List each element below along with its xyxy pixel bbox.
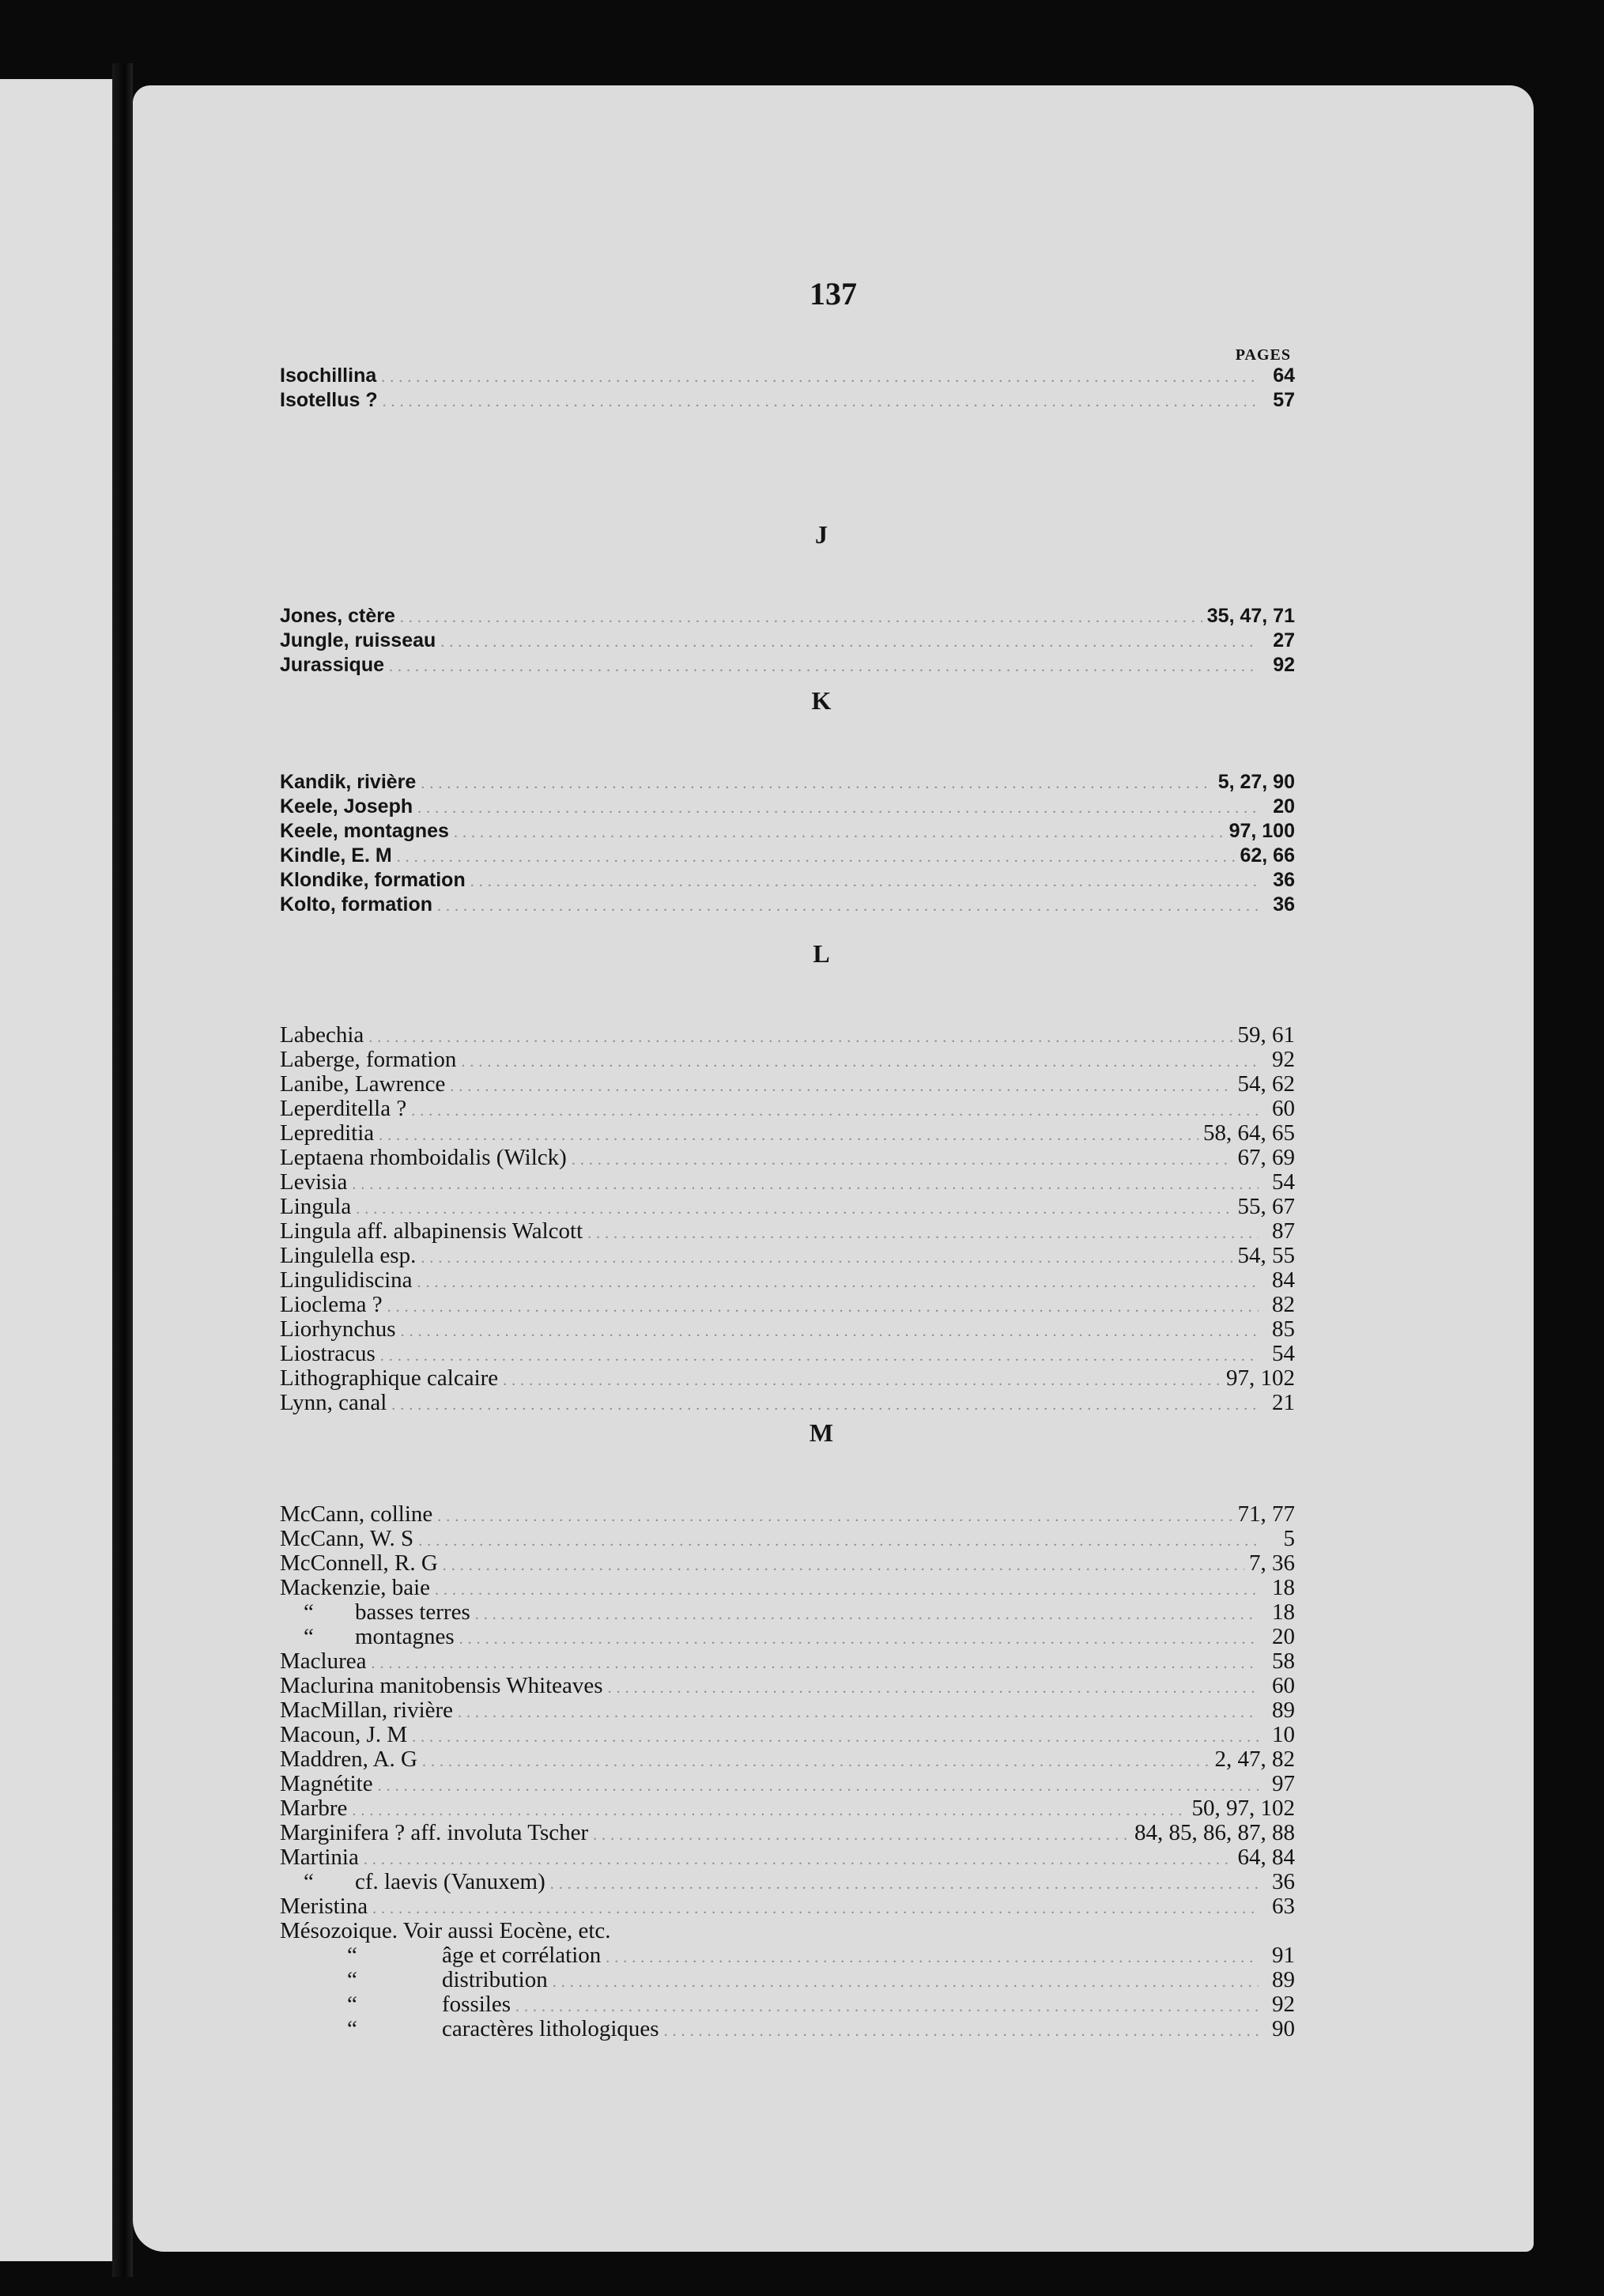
index-entry — [280, 1992, 1295, 2017]
pages-column-header: PAGES — [1235, 346, 1291, 364]
dot-leader — [411, 1099, 1259, 1123]
entry-pages: 54 — [1272, 1341, 1295, 1366]
section-letter: L — [813, 939, 830, 968]
entry-name: montagnes — [355, 1624, 455, 1649]
index-entry — [280, 1219, 1295, 1244]
entry-pages: 10 — [1272, 1722, 1295, 1747]
index-entry — [280, 629, 1295, 653]
index-entry — [280, 1391, 1295, 1415]
index-entry — [280, 1772, 1295, 1796]
book-spine — [112, 63, 133, 2277]
index-entry — [280, 893, 1295, 917]
dot-leader — [587, 1222, 1259, 1246]
entry-name: McCann, colline — [280, 1501, 433, 1527]
entry-name: Lingula — [280, 1194, 352, 1219]
entry-pages: 84, 85, 86, 87, 88 — [1134, 1820, 1295, 1845]
index-entry — [280, 1268, 1295, 1293]
index-entry — [280, 1146, 1295, 1170]
entry-pages: 36 — [1273, 869, 1295, 891]
ditto-mark: “ — [304, 1624, 314, 1649]
dot-leader — [368, 1025, 1232, 1050]
facing-page-edge — [0, 79, 112, 2261]
entry-pages: 60 — [1272, 1673, 1295, 1698]
dot-leader — [454, 821, 1225, 845]
index-entry — [280, 604, 1295, 629]
index-entry — [280, 868, 1295, 893]
entry-pages: 91 — [1272, 1943, 1295, 1968]
index-entry — [280, 1342, 1295, 1366]
entry-pages: 64, 84 — [1237, 1845, 1295, 1870]
index-entry — [280, 1527, 1295, 1551]
entry-name: Leperditella ? — [280, 1096, 407, 1121]
ditto-mark: “ — [347, 1992, 357, 2017]
entry-pages: 59, 61 — [1237, 1022, 1295, 1048]
ditto-mark: “ — [347, 1943, 357, 1968]
index-entry — [280, 1502, 1295, 1527]
entry-pages: 36 — [1273, 893, 1295, 916]
entry-name: Kindle, E. M — [280, 844, 392, 867]
entry-name: MacMillan, rivière — [280, 1697, 454, 1723]
entry-name: Magnétite — [280, 1771, 373, 1796]
entry-name: Jurassique — [280, 654, 385, 676]
dot-leader — [664, 2019, 1259, 2044]
index-entry — [280, 653, 1295, 678]
entry-pages: 89 — [1272, 1697, 1295, 1723]
section-letter: M — [809, 1418, 834, 1447]
entry-name: Lingulidiscina — [280, 1267, 413, 1293]
index-entry — [280, 1968, 1295, 1992]
entry-pages: 18 — [1272, 1575, 1295, 1600]
index-entry — [280, 844, 1295, 868]
dot-leader — [421, 1246, 1232, 1271]
index-section — [133, 685, 1534, 917]
dot-leader — [391, 1393, 1259, 1418]
entry-pages: 54 — [1272, 1169, 1295, 1195]
index-entry — [280, 1551, 1295, 1576]
dot-leader — [418, 1529, 1259, 1554]
entry-pages: 21 — [1272, 1390, 1295, 1415]
index-entry — [280, 1747, 1295, 1772]
index-entry — [280, 1195, 1295, 1219]
entry-name: Klondike, formation — [280, 869, 466, 891]
dot-leader — [383, 390, 1259, 414]
index-entry — [280, 819, 1295, 844]
index-entry — [280, 2017, 1295, 2041]
entry-name: Lepreditia — [280, 1120, 375, 1146]
dot-leader — [437, 894, 1259, 919]
entry-name: Jungle, ruisseau — [280, 629, 436, 651]
entry-name: Maddren, A. G — [280, 1747, 417, 1772]
entry-name: Keele, Joseph — [280, 795, 413, 818]
dot-leader — [440, 630, 1259, 655]
entry-pages: 60 — [1272, 1096, 1295, 1121]
entry-name: caractères lithologiques — [442, 2016, 659, 2041]
entry-pages: 82 — [1272, 1292, 1295, 1317]
entry-pages: 92 — [1273, 654, 1295, 676]
index-entry — [280, 1649, 1295, 1674]
entry-pages: 7, 36 — [1249, 1550, 1295, 1576]
entry-pages: 63 — [1272, 1894, 1295, 1919]
section-letter: K — [811, 686, 832, 715]
entry-pages: 92 — [1272, 1992, 1295, 2017]
index-entry — [280, 1244, 1295, 1268]
entry-pages: 71, 77 — [1237, 1501, 1295, 1527]
entry-name: Kolto, formation — [280, 893, 433, 916]
entry-pages: 2, 47, 82 — [1214, 1747, 1295, 1772]
index-entry — [280, 1796, 1295, 1821]
index-section — [133, 938, 1534, 1415]
ditto-mark: “ — [347, 2016, 357, 2041]
entry-pages: 20 — [1272, 1624, 1295, 1649]
entry-name: Mésozoique. Voir aussi Eocène, etc. — [280, 1918, 611, 1943]
dot-leader — [593, 1823, 1130, 1848]
index-entry — [280, 1048, 1295, 1072]
index-entry — [280, 1170, 1295, 1195]
dot-leader — [389, 655, 1259, 679]
dot-leader — [470, 870, 1259, 894]
entry-name: Mackenzie, baie — [280, 1575, 431, 1600]
dot-leader — [421, 772, 1213, 796]
index-entry — [280, 1821, 1295, 1845]
dot-leader — [400, 606, 1202, 630]
entry-pages: 85 — [1272, 1316, 1295, 1342]
entry-pages: 54, 55 — [1237, 1243, 1295, 1268]
dot-leader — [417, 1271, 1259, 1295]
entry-pages: 50, 97, 102 — [1191, 1796, 1295, 1821]
entry-name: Isochillina — [280, 364, 377, 387]
entry-name: âge et corrélation — [442, 1943, 602, 1968]
dot-leader — [401, 1320, 1259, 1344]
entry-name: Keele, montagnes — [280, 820, 449, 842]
entry-name: distribution — [442, 1967, 548, 1992]
dot-leader — [397, 845, 1236, 870]
entry-pages: 84 — [1272, 1267, 1295, 1293]
entry-pages: 18 — [1272, 1599, 1295, 1625]
dot-leader — [387, 1295, 1259, 1320]
index-entry — [280, 795, 1295, 819]
entry-name: Jones, ctère — [280, 605, 395, 627]
entry-pages: 58 — [1272, 1648, 1295, 1674]
index-entry — [280, 1072, 1295, 1097]
entry-name: Kandik, rivière — [280, 771, 417, 793]
page-number: 137 — [810, 276, 857, 312]
entry-pages: 67, 69 — [1237, 1145, 1295, 1170]
entry-pages: 54, 62 — [1237, 1071, 1295, 1097]
entry-pages: 35, 47, 71 — [1206, 605, 1295, 627]
index-entry — [280, 1097, 1295, 1121]
dot-leader — [412, 1725, 1259, 1750]
index-entry — [280, 1576, 1295, 1600]
entry-name: Levisia — [280, 1169, 348, 1195]
entry-pages: 87 — [1272, 1218, 1295, 1244]
dot-leader — [475, 1603, 1259, 1627]
entry-name: Lithographique calcaire — [280, 1365, 499, 1391]
entry-name: McCann, W. S — [280, 1526, 414, 1551]
ditto-mark: “ — [304, 1869, 314, 1894]
dot-leader — [378, 1774, 1259, 1799]
entry-pages: 20 — [1273, 795, 1295, 818]
entry-name: cf. laevis (Vanuxem) — [355, 1869, 545, 1894]
entry-pages: 58, 64, 65 — [1203, 1120, 1295, 1146]
entry-name: fossiles — [442, 1992, 511, 2017]
dot-leader — [503, 1369, 1221, 1393]
dot-leader — [458, 1701, 1259, 1725]
entry-name: Liorhynchus — [280, 1316, 396, 1342]
entry-pages: 62, 66 — [1240, 844, 1295, 867]
entry-pages: 97, 102 — [1226, 1365, 1295, 1391]
entry-pages: 90 — [1272, 2016, 1295, 2041]
index-section — [133, 364, 1534, 413]
entry-name: Leptaena rhomboidalis (Wilck) — [280, 1145, 567, 1170]
dot-leader — [381, 365, 1259, 390]
index-entry — [280, 770, 1295, 795]
index-entry — [280, 1023, 1295, 1048]
dot-leader — [435, 1578, 1259, 1603]
index-section — [133, 1417, 1534, 2041]
dot-leader — [380, 1344, 1259, 1369]
entry-pages: 36 — [1272, 1869, 1295, 1894]
entry-name: Lioclema ? — [280, 1292, 383, 1317]
index-entry — [280, 1894, 1295, 1919]
entry-pages: 89 — [1272, 1967, 1295, 1992]
entry-name: Marbre — [280, 1796, 348, 1821]
entry-name: Maclurea — [280, 1648, 367, 1674]
section-letter: J — [815, 520, 828, 549]
index-entry — [280, 1943, 1295, 1968]
index-entry — [280, 1723, 1295, 1747]
entry-pages: 64 — [1273, 364, 1295, 387]
dot-leader — [422, 1750, 1210, 1774]
index-entry — [280, 1121, 1295, 1146]
entry-name: basses terres — [355, 1599, 470, 1625]
entry-pages: 27 — [1273, 629, 1295, 651]
index-entry — [280, 1293, 1295, 1317]
entry-name: McConnell, R. G — [280, 1550, 438, 1576]
index-entry — [280, 1625, 1295, 1649]
dot-leader — [572, 1148, 1233, 1173]
dot-leader — [443, 1554, 1244, 1578]
dot-leader — [450, 1074, 1232, 1099]
dot-leader — [606, 1946, 1259, 1970]
ditto-mark: “ — [304, 1599, 314, 1625]
index-entry — [280, 1698, 1295, 1723]
entry-pages: 55, 67 — [1237, 1194, 1295, 1219]
index-entry — [280, 388, 1295, 413]
index-entry — [280, 1366, 1295, 1391]
entry-name: Liostracus — [280, 1341, 376, 1366]
index-page — [133, 85, 1534, 2252]
entry-name: Martinia — [280, 1845, 359, 1870]
index-entry — [280, 1674, 1295, 1698]
dot-leader — [437, 1505, 1232, 1529]
index-entry — [280, 1870, 1295, 1894]
dot-leader — [459, 1627, 1259, 1652]
entry-pages: 57 — [1273, 389, 1295, 411]
dot-leader — [553, 1970, 1259, 1995]
entry-name: Laberge, formation — [280, 1047, 457, 1072]
dot-leader — [461, 1050, 1259, 1074]
index-entry — [280, 1845, 1295, 1870]
dot-leader — [608, 1676, 1259, 1701]
entry-name: Lingula aff. albapinensis Walcott — [280, 1218, 583, 1244]
entry-pages: 92 — [1272, 1047, 1295, 1072]
dot-leader — [352, 1173, 1259, 1197]
entry-name: Labechia — [280, 1022, 364, 1048]
entry-name: Maclurina manitobensis Whiteaves — [280, 1673, 603, 1698]
entry-name: Marginifera ? aff. involuta Tscher — [280, 1820, 589, 1845]
dot-leader — [550, 1872, 1259, 1897]
entry-name: Lanibe, Lawrence — [280, 1071, 446, 1097]
entry-name: Isotellus ? — [280, 389, 378, 411]
entry-pages: 5 — [1283, 1526, 1295, 1551]
entry-name: Lingulella esp. — [280, 1243, 417, 1268]
entry-pages: 97, 100 — [1228, 820, 1295, 842]
index-entry — [280, 1600, 1295, 1625]
dot-leader — [417, 796, 1259, 821]
entry-name: Meristina — [280, 1894, 368, 1919]
index-section — [133, 519, 1534, 678]
entry-name: Lynn, canal — [280, 1390, 387, 1415]
index-entry — [280, 364, 1295, 388]
entry-pages: 5, 27, 90 — [1217, 771, 1295, 793]
ditto-mark: “ — [347, 1967, 357, 1992]
entry-pages: 97 — [1272, 1771, 1295, 1796]
index-entry — [280, 1919, 1295, 1943]
index-entry — [280, 1317, 1295, 1342]
entry-name: Macoun, J. M — [280, 1722, 408, 1747]
